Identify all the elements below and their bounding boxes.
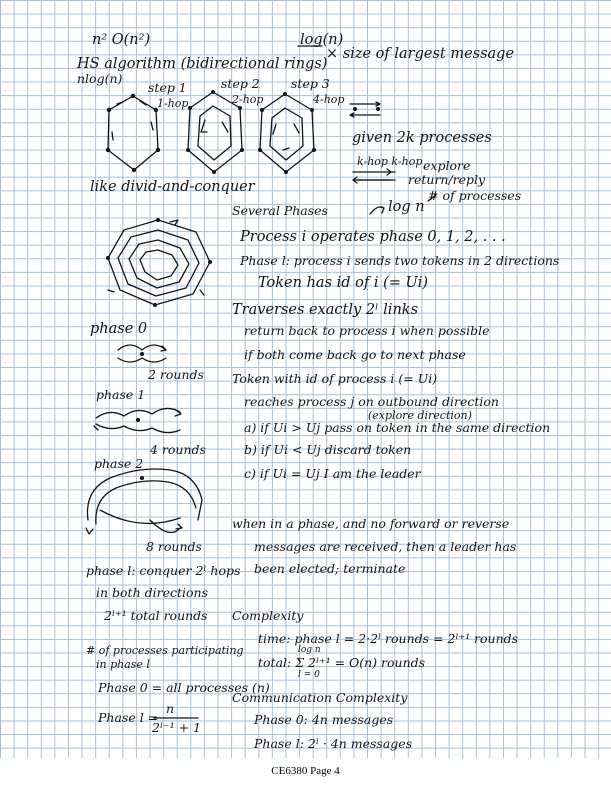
khop-note: k-hop k-hop [357,155,423,168]
conquer-line-2: in both directions [96,585,208,600]
traverses-line: Traverses exactly 2ˡ links [232,302,419,318]
case-a-line: a) if Ui > Uj pass on token in the same direction [244,420,551,435]
size-note: × size of largest message [326,46,515,62]
time-line: time: phase l = 2·2ˡ rounds = 2ˡ⁺¹ rounds [258,631,519,646]
phase-line-1: Process i operates phase 0, 1, 2, . . . [240,229,506,245]
logn-note: log n [388,199,425,215]
several-phases: Several Phases [232,203,328,218]
given-note: given 2k processes [352,130,492,146]
step1-label: step 1 [148,80,187,95]
participating-line-2: in phase l [96,658,150,671]
when-line-1: when in a phase, and no forward or reverse [232,516,510,531]
conquer-line-1: phase l: conquer 2ˡ hops [86,563,241,578]
fraction-denominator: 2ˡ⁻¹ + 1 [152,720,201,735]
page-footer: CE6380 Page 4 [271,765,340,777]
when-line-2: messages are received, then a leader has [254,539,517,554]
phase0-label: phase 0 [90,321,148,337]
both-back-line: if both come back go to next phase [244,347,466,362]
conquer-line-3: 2ˡ⁺¹ total rounds [104,608,208,623]
phase0-all-line: Phase 0 = all processes (n) [98,680,270,695]
phase-l-label: Phase l = [98,710,159,725]
explore-direction-note: (explore direction) [368,409,472,422]
token-with-line: Token with id of process i (= Ui) [232,371,438,386]
phase2-label: phase 2 [94,456,144,471]
step2-label: step 2 [221,76,260,91]
return-reply-note: return/reply [408,172,486,187]
phase1-label: phase 1 [96,387,146,402]
complexity-heading: Complexity [232,608,304,623]
top-log: log(n) [300,32,344,48]
phase-line-2: Phase l: process i sends two tokens in 2 directions [240,253,560,268]
phase2-rounds: 8 rounds [146,539,202,554]
hs-title: HS algorithm (bidirectional rings) [77,56,328,72]
phase0-rounds: 2 rounds [148,367,204,382]
sum-lower-limit: l = 0 [298,670,320,680]
step3-hop: 4-hop [313,93,345,106]
num-processes-note: # of processes [428,188,522,203]
case-b-line: b) if Ui < Uj discard token [244,442,412,457]
comm-phase0-line: Phase 0: 4n messages [254,712,394,727]
comm-phase-l-line: Phase l: 2ˡ · 4n messages [254,736,413,751]
divide-conquer-note: like divid-and-conquer [90,179,255,195]
return-back-line: return back to process i when possible [244,323,490,338]
step3-label: step 3 [291,76,330,91]
explore-note: explore [423,158,471,173]
step1-hop: 1-hop [157,97,189,110]
sum-upper-limit: log n [298,645,321,655]
reaches-line: reaches process j on outbound direction [244,394,499,409]
total-line: total: Σ 2ˡ⁺¹ = O(n) rounds [258,655,426,670]
top-fragment: n² O(n²) [92,32,151,48]
phase-line-3: Token has id of i (= Ui) [258,275,429,291]
step2-hop: 2-hop [232,93,264,106]
nlog-label: nlog(n) [77,71,123,86]
comm-complexity-heading: Communication Complexity [232,690,408,705]
fraction-numerator: n [166,701,175,716]
case-c-line: c) if Ui = Uj I am the leader [244,466,421,481]
phase1-rounds: 4 rounds [150,442,206,457]
when-line-3: been elected; terminate [254,561,406,576]
participating-line-1: # of processes participating [86,644,244,657]
